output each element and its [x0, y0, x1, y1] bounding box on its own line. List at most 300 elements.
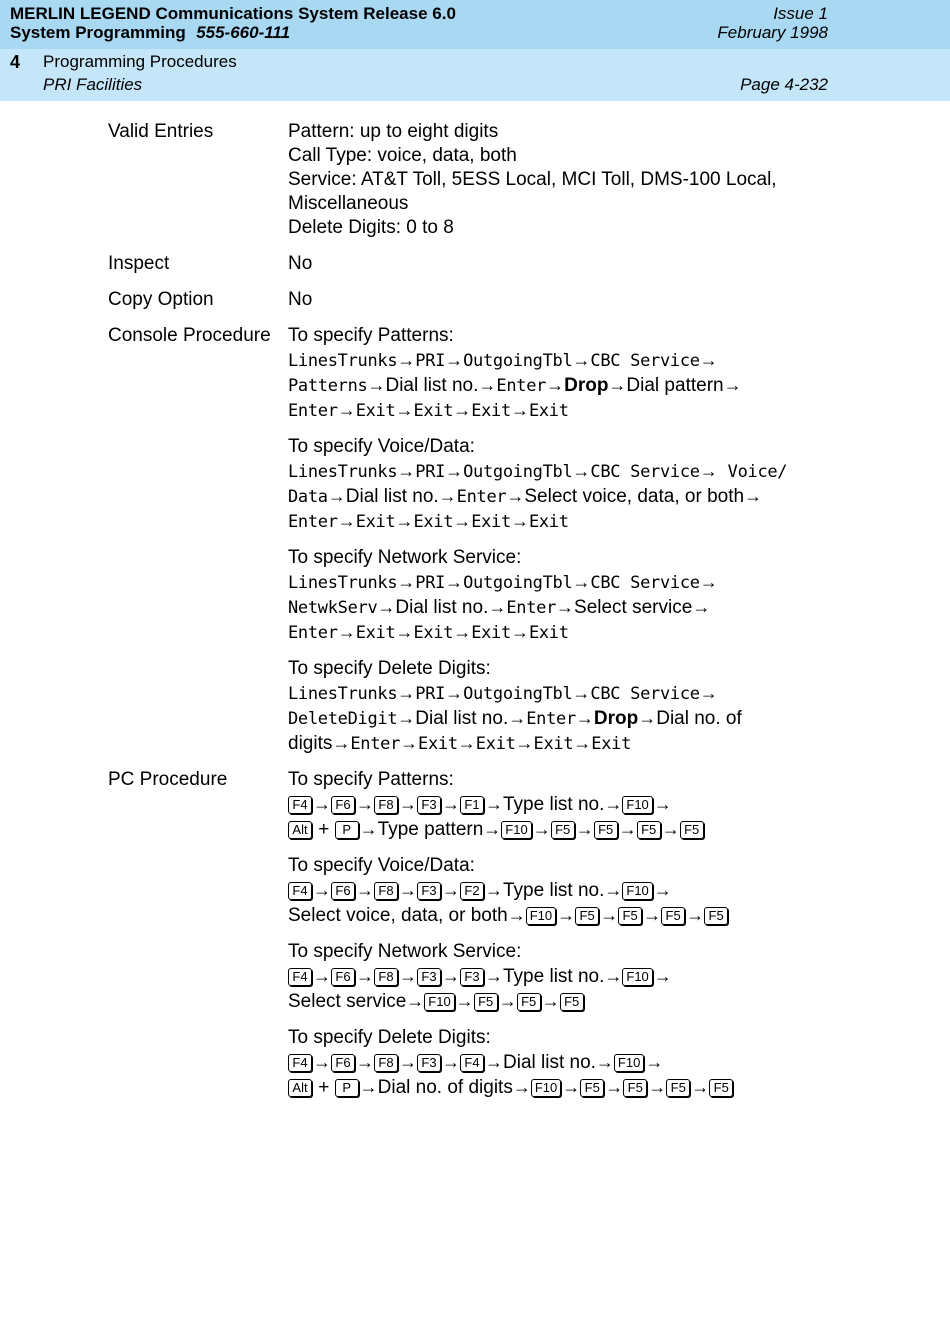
row-label: PC Procedure — [108, 769, 228, 790]
procedure-line — [288, 792, 828, 817]
softkey-label: OutgoingTbl — [463, 462, 573, 482]
step-text: Select service — [288, 991, 407, 1012]
step-text: No — [288, 289, 313, 310]
keycap: F1 — [460, 796, 484, 814]
keycap: F5 — [637, 821, 661, 839]
table-row — [108, 324, 828, 756]
arrow-right-icon: → — [562, 1077, 581, 1097]
softkey-label: Data — [288, 487, 328, 507]
softkey-label: Exit — [355, 401, 396, 421]
procedure-line — [288, 706, 828, 731]
page-number: Page 4-232 — [740, 75, 828, 94]
arrow-right-icon: → — [532, 819, 551, 839]
issue-date: February 1998 — [717, 23, 828, 42]
keycap: F4 — [288, 1054, 312, 1072]
step-text: + — [313, 819, 335, 840]
table-row — [108, 120, 828, 240]
keycap: Alt — [288, 821, 312, 839]
arrow-right-icon: → — [653, 880, 672, 900]
arrow-right-icon: → — [510, 511, 529, 531]
step-text: To specify Network Service: — [288, 547, 522, 568]
procedure-block — [288, 288, 828, 312]
table-row — [108, 768, 828, 1100]
step-text: Dial list no. — [415, 708, 509, 729]
keycap: F8 — [374, 882, 398, 900]
arrow-right-icon: → — [395, 622, 414, 642]
arrow-right-icon: → — [359, 1077, 378, 1097]
softkey-label: Exit — [471, 623, 511, 643]
arrow-right-icon: → — [604, 794, 623, 814]
arrow-right-icon: → — [313, 880, 331, 900]
keycap: F4 — [288, 796, 312, 814]
softkey-label: Exit — [528, 623, 569, 643]
arrow-right-icon: → — [445, 461, 464, 481]
keycap: F5 — [560, 993, 584, 1011]
keycap: F10 — [622, 968, 652, 986]
softkey-label: Exit — [475, 734, 516, 754]
doc-subtitle — [10, 23, 290, 43]
arrow-right-icon: → — [723, 375, 742, 395]
row-body — [288, 252, 828, 276]
row-label: Valid Entries — [108, 121, 214, 142]
section-title: PRI Facilities — [43, 75, 143, 94]
arrow-right-icon: → — [510, 622, 529, 642]
arrow-right-icon: → — [453, 511, 472, 531]
arrow-right-icon: → — [356, 880, 374, 900]
doc-number: 555-660-111 — [196, 23, 291, 42]
chapter-title: Programming Procedures — [43, 52, 237, 71]
procedure-line — [288, 964, 828, 989]
arrow-right-icon: → — [453, 622, 472, 642]
step-text: Select service — [574, 597, 693, 618]
arrow-right-icon: → — [653, 794, 672, 814]
arrow-right-icon: → — [686, 905, 705, 925]
softkey-label: DeleteDigit — [288, 709, 398, 729]
arrow-right-icon: → — [485, 880, 503, 900]
procedure-line — [288, 817, 828, 842]
procedure-line — [288, 768, 828, 792]
arrow-right-icon: → — [313, 966, 331, 986]
procedure-line — [288, 878, 828, 903]
softkey-label: Enter — [456, 487, 507, 507]
arrow-right-icon: → — [488, 597, 507, 617]
arrow-right-icon: → — [399, 966, 417, 986]
arrow-right-icon: → — [507, 905, 526, 925]
arrow-right-icon: → — [313, 794, 331, 814]
procedure-line — [288, 1026, 828, 1050]
keycap: F6 — [331, 882, 355, 900]
step-text: Dial list no. — [345, 486, 439, 507]
keycap: F10 — [622, 882, 652, 900]
arrow-right-icon: → — [575, 819, 594, 839]
procedure-line — [288, 570, 828, 595]
softkey-label: CBC Service — [590, 684, 700, 704]
softkey-label: Exit — [355, 512, 396, 532]
keycap: F8 — [374, 1054, 398, 1072]
arrow-right-icon: → — [337, 511, 356, 531]
keycap: F3 — [417, 796, 441, 814]
page-header — [0, 0, 950, 101]
procedure-line — [288, 435, 828, 459]
arrow-right-icon: → — [395, 400, 414, 420]
step-text: Call Type: voice, data, both — [288, 145, 517, 166]
arrow-right-icon: → — [442, 1052, 460, 1072]
softkey-label: PRI — [415, 351, 446, 371]
step-text: Dial list no. — [385, 375, 479, 396]
step-text: To specify Delete Digits: — [288, 1027, 491, 1048]
step-text: Miscellaneous — [288, 193, 409, 214]
softkey-label: Enter — [288, 623, 338, 643]
procedure-line — [288, 1050, 828, 1075]
keycap: F4 — [460, 1054, 484, 1072]
arrow-right-icon: → — [400, 733, 419, 753]
softkey-label: Exit — [591, 734, 632, 754]
procedure-line — [288, 373, 828, 398]
step-text: Dial list no. — [503, 1052, 596, 1073]
step-text: Pattern: up to eight digits — [288, 121, 499, 142]
softkey-label: CBC Service — [590, 351, 700, 371]
softkey-label: OutgoingTbl — [463, 573, 573, 593]
procedure-block — [288, 546, 828, 645]
keycap: F6 — [331, 968, 355, 986]
softkey-label: Enter — [288, 512, 338, 532]
arrow-right-icon: → — [638, 708, 657, 728]
procedure-block — [288, 120, 828, 240]
softkey-label: Exit — [413, 401, 454, 421]
arrow-right-icon: → — [643, 905, 662, 925]
softkey-label: Exit — [471, 512, 511, 532]
step-text: To specify Patterns: — [288, 769, 454, 790]
softkey-label: Exit — [533, 734, 574, 754]
arrow-right-icon: → — [618, 819, 637, 839]
arrow-right-icon: → — [337, 622, 356, 642]
softkey-label: LinesTrunks — [288, 462, 398, 482]
keycap: F3 — [417, 968, 441, 986]
arrow-right-icon: → — [508, 708, 527, 728]
arrow-right-icon: → — [498, 991, 517, 1011]
arrow-right-icon: → — [510, 400, 529, 420]
procedure-line — [288, 657, 828, 681]
keycap: F4 — [288, 968, 312, 986]
step-text: Select voice, data, or both — [524, 486, 745, 507]
arrow-right-icon: → — [457, 733, 476, 753]
row-body — [288, 288, 828, 312]
keycap: F2 — [460, 882, 484, 900]
step-text: Delete Digits: 0 to 8 — [288, 217, 454, 238]
arrow-right-icon: → — [332, 733, 351, 753]
procedure-block — [288, 657, 828, 756]
arrow-right-icon: → — [699, 350, 718, 370]
procedure-line — [288, 216, 828, 240]
softkey-label: CBC Service — [590, 573, 700, 593]
arrow-right-icon: → — [483, 819, 502, 839]
arrow-right-icon: → — [595, 1052, 614, 1072]
procedure-line — [288, 398, 828, 423]
keycap: F6 — [331, 796, 355, 814]
softkey-label: PRI — [415, 573, 446, 593]
arrow-right-icon: → — [692, 597, 711, 617]
procedure-line — [288, 484, 828, 509]
procedure-line — [288, 288, 828, 312]
procedure-line — [288, 459, 828, 484]
issue-label: Issue 1 — [773, 4, 828, 23]
arrow-right-icon: → — [691, 1077, 710, 1097]
arrow-right-icon: → — [546, 375, 565, 395]
procedure-line — [288, 681, 828, 706]
arrow-right-icon: → — [397, 350, 416, 370]
arrow-right-icon: → — [699, 572, 718, 592]
keycap: F5 — [474, 993, 498, 1011]
procedure-line — [288, 1075, 828, 1100]
arrow-right-icon: → — [399, 880, 417, 900]
step-text: To specify Patterns: — [288, 325, 454, 346]
arrow-right-icon: → — [377, 597, 396, 617]
arrow-right-icon: → — [356, 1052, 374, 1072]
softkey-label: OutgoingTbl — [463, 351, 573, 371]
keycap: F10 — [424, 993, 454, 1011]
softkey-label: Enter — [496, 376, 547, 396]
arrow-right-icon: → — [512, 1077, 531, 1097]
procedure-line — [288, 509, 828, 534]
keycap: F5 — [709, 1079, 733, 1097]
arrow-right-icon: → — [442, 794, 460, 814]
softkey-label: Voice/ — [717, 462, 788, 482]
procedure-block — [288, 940, 828, 1014]
procedure-line — [288, 940, 828, 964]
arrow-right-icon: → — [556, 597, 575, 617]
keycap: F10 — [622, 796, 652, 814]
keycap: F10 — [501, 821, 531, 839]
step-text: Type list no. — [503, 966, 605, 987]
arrow-right-icon: → — [744, 486, 763, 506]
table-row — [108, 288, 828, 312]
softkey-label: NetwkServ — [288, 598, 378, 618]
procedure-line — [288, 620, 828, 645]
softkey-label: Exit — [413, 623, 454, 643]
arrow-right-icon: → — [397, 708, 416, 728]
keycap: F5 — [618, 907, 642, 925]
procedure-block — [288, 324, 828, 423]
arrow-right-icon: → — [356, 966, 374, 986]
arrow-right-icon: → — [572, 350, 591, 370]
arrow-right-icon: → — [575, 708, 594, 728]
step-text: digits — [288, 733, 333, 754]
softkey-label: Enter — [506, 598, 557, 618]
step-text: No — [288, 253, 313, 274]
softkey-label: CBC Service — [590, 462, 700, 482]
softkey-label: Patterns — [288, 376, 368, 396]
arrow-right-icon: → — [445, 572, 464, 592]
softkey-label: Exit — [471, 401, 511, 421]
procedure-line — [288, 989, 828, 1014]
keycap: F10 — [526, 907, 556, 925]
arrow-right-icon: → — [604, 880, 623, 900]
procedure-table — [108, 120, 828, 1112]
row-body — [288, 120, 828, 240]
procedure-block — [288, 768, 828, 842]
button-label: Drop — [564, 375, 609, 396]
arrow-right-icon: → — [645, 1052, 664, 1072]
step-text: Dial no. of digits — [377, 1077, 513, 1098]
arrow-right-icon: → — [478, 375, 497, 395]
softkey-label: OutgoingTbl — [463, 684, 573, 704]
softkey-label: LinesTrunks — [288, 573, 398, 593]
softkey-label: Enter — [288, 401, 338, 421]
arrow-right-icon: → — [506, 486, 525, 506]
arrow-right-icon: → — [485, 966, 503, 986]
arrow-right-icon: → — [445, 683, 464, 703]
procedure-block — [288, 435, 828, 534]
row-label: Inspect — [108, 253, 170, 274]
arrow-right-icon: → — [395, 511, 414, 531]
arrow-right-icon: → — [337, 400, 356, 420]
keycap: Alt — [288, 1079, 312, 1097]
row-body — [288, 324, 828, 756]
procedure-line — [288, 252, 828, 276]
keycap: F5 — [517, 993, 541, 1011]
arrow-right-icon: → — [699, 683, 718, 703]
step-text: Select voice, data, or both — [288, 905, 508, 926]
keycap: F3 — [460, 968, 484, 986]
arrow-right-icon: → — [572, 683, 591, 703]
procedure-line — [288, 144, 828, 168]
softkey-label: LinesTrunks — [288, 684, 398, 704]
keycap: F5 — [623, 1079, 647, 1097]
step-text: + — [313, 1077, 335, 1098]
step-text: Type list no. — [503, 794, 605, 815]
chapter-number: 4 — [10, 52, 21, 72]
procedure-line — [288, 731, 828, 756]
step-text: To specify Network Service: — [288, 941, 522, 962]
arrow-right-icon: → — [356, 794, 374, 814]
arrow-right-icon: → — [442, 880, 460, 900]
row-label: Console Procedure — [108, 325, 271, 346]
keycap: F10 — [531, 1079, 561, 1097]
arrow-right-icon: → — [515, 733, 534, 753]
arrow-right-icon: → — [455, 991, 474, 1011]
step-text: Service: AT&T Toll, 5ESS Local, MCI Toll, DMS-100 Local, — [288, 169, 777, 190]
button-label: Drop — [593, 708, 639, 729]
softkey-label: Enter — [526, 709, 576, 729]
step-text: Dial no. of — [656, 708, 742, 729]
arrow-right-icon: → — [485, 794, 503, 814]
step-text: To specify Delete Digits: — [288, 658, 491, 679]
keycap: F4 — [288, 882, 312, 900]
keycap: P — [335, 1079, 359, 1097]
arrow-right-icon: → — [313, 1052, 331, 1072]
keycap: F5 — [580, 1079, 604, 1097]
softkey-label: LinesTrunks — [288, 351, 398, 371]
softkey-label: Enter — [350, 734, 401, 754]
arrow-right-icon: → — [406, 991, 425, 1011]
arrow-right-icon: → — [442, 966, 460, 986]
keycap: F10 — [614, 1054, 644, 1072]
softkey-label: Exit — [418, 734, 458, 754]
procedure-line — [288, 546, 828, 570]
keycap: F3 — [417, 1054, 441, 1072]
softkey-label: Exit — [528, 401, 569, 421]
arrow-right-icon: → — [327, 486, 346, 506]
procedure-block — [288, 1026, 828, 1100]
arrow-right-icon: → — [397, 683, 416, 703]
arrow-right-icon: → — [367, 375, 386, 395]
keycap: F5 — [575, 907, 599, 925]
arrow-right-icon: → — [573, 733, 592, 753]
keycap: F5 — [551, 821, 575, 839]
keycap: F5 — [666, 1079, 690, 1097]
row-label: Copy Option — [108, 289, 214, 310]
keycap: F5 — [594, 821, 618, 839]
arrow-right-icon: → — [572, 572, 591, 592]
table-row — [108, 252, 828, 276]
keycap: F5 — [680, 821, 704, 839]
arrow-right-icon: → — [399, 794, 417, 814]
softkey-label: Exit — [413, 512, 454, 532]
procedure-line — [288, 324, 828, 348]
step-text: Dial list no. — [395, 597, 489, 618]
softkey-label: PRI — [415, 684, 446, 704]
procedure-line — [288, 595, 828, 620]
arrow-right-icon: → — [699, 461, 718, 481]
keycap: P — [335, 821, 359, 839]
keycap: F8 — [374, 968, 398, 986]
doc-title: MERLIN LEGEND Communications System Release 6.0 — [10, 4, 456, 23]
arrow-right-icon: → — [541, 991, 560, 1011]
arrow-right-icon: → — [359, 819, 378, 839]
row-body — [288, 768, 828, 1100]
arrow-right-icon: → — [438, 486, 457, 506]
procedure-line — [288, 854, 828, 878]
arrow-right-icon: → — [608, 375, 627, 395]
procedure-line — [288, 348, 828, 373]
procedure-line — [288, 168, 828, 192]
keycap: F3 — [417, 882, 441, 900]
step-text: To specify Voice/Data: — [288, 855, 475, 876]
procedure-line — [288, 192, 828, 216]
softkey-label: Exit — [355, 623, 396, 643]
keycap: F5 — [661, 907, 685, 925]
step-text: To specify Voice/Data: — [288, 436, 475, 457]
arrow-right-icon: → — [399, 1052, 417, 1072]
arrow-right-icon: → — [661, 819, 680, 839]
arrow-right-icon: → — [605, 1077, 624, 1097]
keycap: F8 — [374, 796, 398, 814]
keycap: F5 — [704, 907, 728, 925]
arrow-right-icon: → — [445, 350, 464, 370]
doc-subtitle-text: System Programming — [10, 23, 186, 42]
arrow-right-icon: → — [653, 966, 672, 986]
arrow-right-icon: → — [604, 966, 623, 986]
arrow-right-icon: → — [648, 1077, 667, 1097]
procedure-block — [288, 854, 828, 928]
procedure-line — [288, 120, 828, 144]
procedure-block — [288, 252, 828, 276]
procedure-line — [288, 903, 828, 928]
arrow-right-icon: → — [397, 461, 416, 481]
keycap: F6 — [331, 1054, 355, 1072]
softkey-label: Exit — [528, 512, 569, 532]
arrow-right-icon: → — [557, 905, 576, 925]
step-text: Dial pattern — [626, 375, 724, 396]
arrow-right-icon: → — [572, 461, 591, 481]
step-text: Type pattern — [377, 819, 484, 840]
step-text: Type list no. — [503, 880, 605, 901]
arrow-right-icon: → — [485, 1052, 503, 1072]
arrow-right-icon: → — [600, 905, 619, 925]
arrow-right-icon: → — [453, 400, 472, 420]
arrow-right-icon: → — [397, 572, 416, 592]
softkey-label: PRI — [415, 462, 446, 482]
